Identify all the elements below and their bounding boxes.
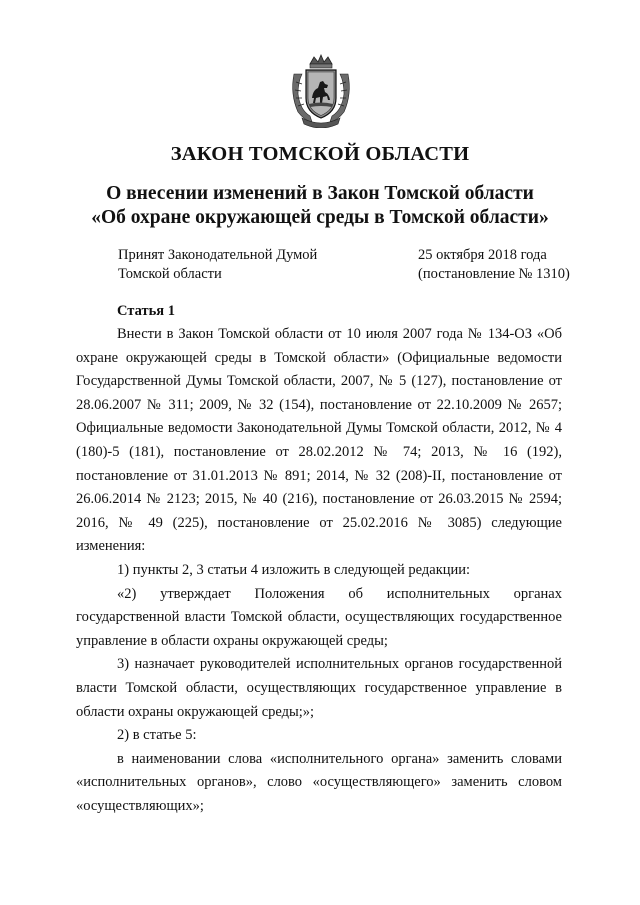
article-heading: Статья 1 xyxy=(117,303,175,319)
article-paragraph: «2) утверждает Положения об исполнительных органах государственной власти Томской области, осуществляющих государственное управление в области охраны окружающей среды; xyxy=(76,585,562,649)
article-body xyxy=(76,323,562,818)
adoption-date xyxy=(418,246,570,284)
article-paragraph: 3) назначает руководителей исполнительных органов государственной власти Томской области, осуществляющих государственное управление в области охраны окружающей среды;»; xyxy=(76,656,562,720)
article-paragraph: 1) пункты 2, 3 статьи 4 изложить в следующей редакции: xyxy=(117,561,471,578)
article-paragraph: в наименовании слова «исполнительного органа» заменить словами «исполнительных органов», слово «осуществляющего» заменить словом «осуществляющих»; xyxy=(76,750,562,814)
law-subtitle xyxy=(0,182,640,230)
tomsk-region-coat-of-arms-icon xyxy=(288,54,354,128)
law-subtitle-line-2: «Об охране окружающей среды в Томской области» xyxy=(91,207,549,228)
article-paragraph: 2) в статье 5: xyxy=(117,727,197,744)
adoption-authority-line-1: Принят Законодательной Думой xyxy=(118,247,318,263)
law-subtitle-line-1: О внесении изменений в Закон Томской области xyxy=(106,183,534,204)
adoption-authority xyxy=(118,246,317,284)
law-title: ЗАКОН ТОМСКОЙ ОБЛАСТИ xyxy=(170,143,470,165)
article-paragraph: Внести в Закон Томской области от 10 июля 2007 года № 134-ОЗ «Об охране окружающей среды в Томской области» (Официальные ведомости Государственной Думы Томской области, 2007, № 5 (127), постановление от 28.06.2007 № 311; 2009, № 32 (154), постановление от 22.10.2009 № 2657; Официальные ведомости Законодательной Думы Томской области, 2012, № 4 (180)-5 (181), постановление от 28.02.2012 № 74; 2013, № 16 (192), постановление от 31.01.2013 № 891; 2014, № 32 (208)-II, постановление от 26.06.2014 № 2123; 2015, № 40 (216), постановление от 26.03.2015 № 2594; 2016, № 49 (225), постановление от 25.02.2016 № 3085) следующие изменения: xyxy=(76,326,562,555)
adoption-authority-line-2: Томской области xyxy=(118,266,222,282)
adoption-date-line-2: (постановление № 1310) xyxy=(418,266,570,282)
adoption-date-line-1: 25 октября 2018 года xyxy=(418,247,547,263)
